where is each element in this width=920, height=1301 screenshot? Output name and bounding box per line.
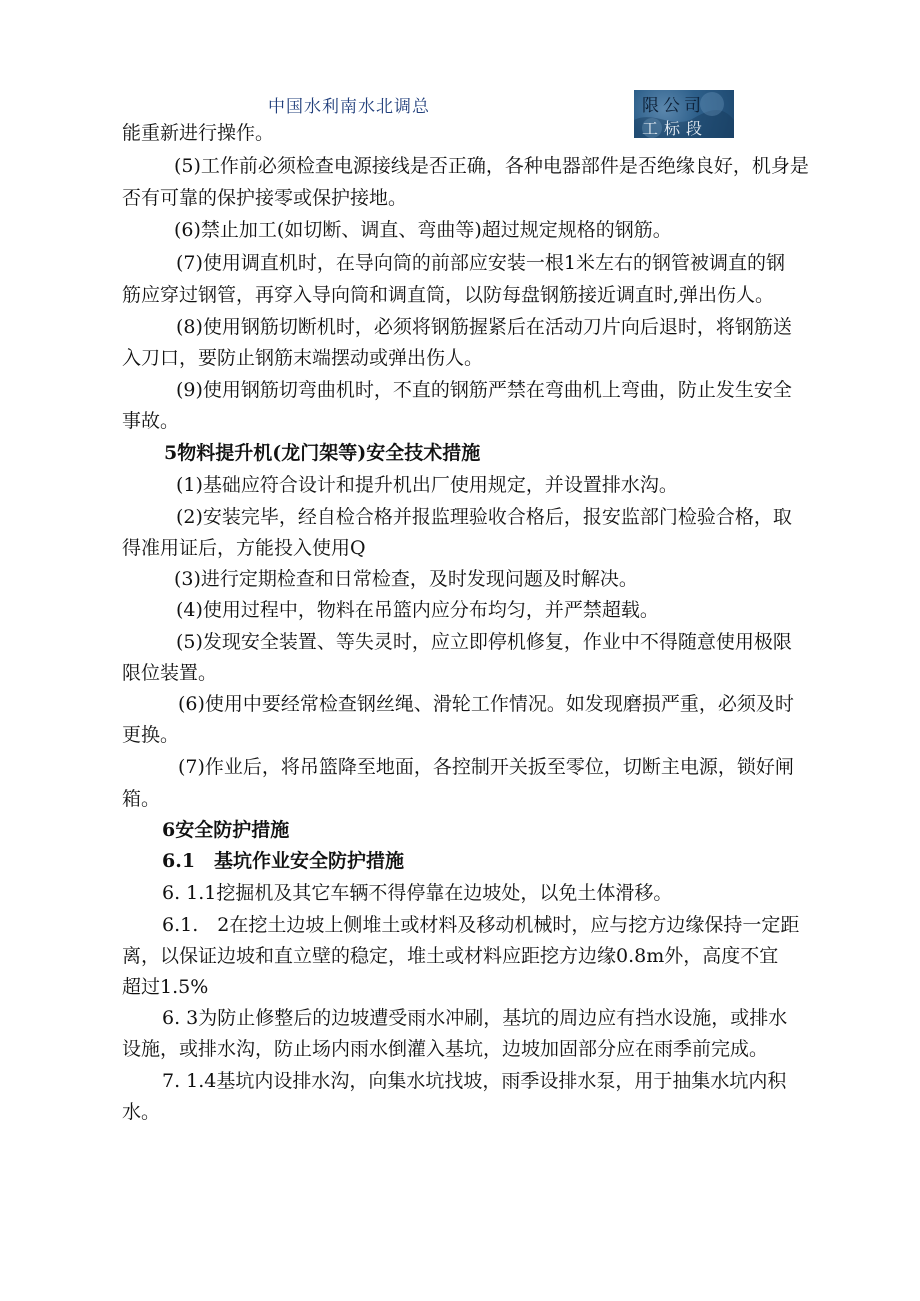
text-line: (1)基础应符合设计和提升机出厂使用规定，并设置排水沟。 [176,474,678,496]
text-line: (5)工作前必须检查电源接线是否正确，各种电器部件是否绝缘良好，机身是 [174,155,809,177]
text-line: 否有可靠的保护接零或保护接地。 [122,187,408,209]
text-line: 设施，或排水沟，防止场内雨水倒灌入基坑，边坡加固部分应在雨季前完成。 [122,1038,769,1060]
header-org-text: 中国水利南水北调总 [268,97,430,117]
text-line: (7)作业后，将吊篮降至地面，各控制开关扳至零位，切断主电源，锁好闸 [178,756,794,778]
text-line: 离，以保证边坡和直立壁的稳定，堆土或材料应距挖方边缘0.8m外，高度不宜 [122,945,779,967]
text-line: 得准用证后，方能投入使用Q [122,537,366,559]
section-heading-6-1: 6.1 基坑作业安全防护措施 [162,850,405,872]
text-line: (7)使用调直机时，在导向筒的前部应安装一根1米左右的钢管被调直的钢 [176,252,786,274]
text-line: 6. 1.1挖掘机及其它车辆不得停靠在边坡处，以免土体滑移。 [162,882,673,904]
text-line: (9)使用钢筋切弯曲机时，不直的钢筋严禁在弯曲机上弯曲，防止发生安全 [176,379,792,401]
stamp-line1: 限公司 [642,96,705,116]
text-line: 筋应穿过钢管，再穿入导向筒和调直筒，以防每盘钢筋接近调直时,弹出伤人。 [122,284,775,306]
text-line: (5)发现安全装置、等失灵时，应立即停机修复，作业中不得随意使用极限 [176,631,792,653]
text-line: 入刀口，要防止钢筋末端摆动或弹出伤人。 [122,347,484,369]
section-heading-5: 5物料提升机(龙门架等)安全技术措施 [164,442,481,464]
text-line: 能重新进行操作。 [122,122,275,144]
company-stamp [634,90,734,138]
text-line: (4)使用过程中，物料在吊篮内应分布均匀，并严禁超载。 [176,599,659,621]
text-line: 水。 [122,1101,161,1123]
text-line: 超过1.5% [122,976,209,998]
text-line: (3)进行定期检查和日常检查，及时发现问题及时解决。 [174,568,638,590]
text-line: 事故。 [122,410,180,432]
section-heading-6: 6安全防护措施 [162,819,290,841]
text-line: (6)禁止加工(如切断、调直、弯曲等)超过规定规格的钢筋。 [174,219,672,241]
text-line: 7. 1.4基坑内设排水沟，向集水坑找坡，雨季设排水泵，用于抽集水坑内积 [162,1070,787,1092]
text-line: 更换。 [122,724,180,746]
text-line: (6)使用中要经常检查钢丝绳、滑轮工作情况。如发现磨损严重，必须及时 [178,693,794,715]
text-line: 限位装置。 [122,662,218,684]
stamp-texture-icon [634,90,734,138]
stamp-line2: 工标段 [642,119,709,138]
text-line: (2)安装完毕，经自检合格并报监理验收合格后，报安监部门检验合格，取 [176,506,792,528]
text-line: (8)使用钢筋切断机时，必须将钢筋握紧后在活动刀片向后退时，将钢筋送 [176,316,792,338]
text-line: 6.1. 2在挖土边坡上侧堆土或材料及移动机械时，应与挖方边缘保持一定距 [162,914,800,936]
text-line: 6. 3为防止修整后的边坡遭受雨水冲刷，基坑的周边应有挡水设施，或排水 [162,1007,788,1029]
text-line: 箱。 [122,788,161,810]
